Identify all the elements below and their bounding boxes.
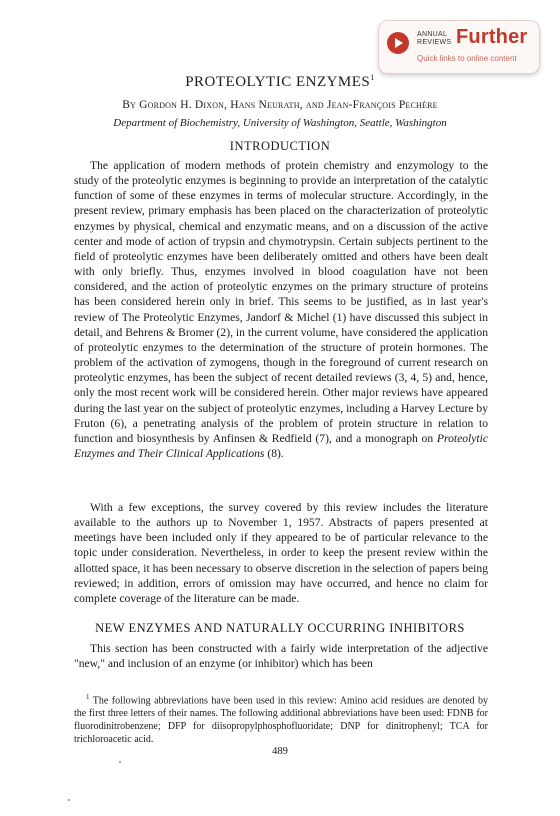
footnote-marker: 1 — [86, 693, 90, 701]
paragraph-introduction-2: With a few exceptions, the survey covered by this review includes the literature available to the authors up to November 1, 1957. Abstracts of papers presented at meetings have been included only if they appeared to be of particular relevance to the topic under consideration. Nevertheless, in order to keep the present review within the allotted space, it has been necessary to observe discretion in the selection of papers being reviewed; in addition, errors of omission may have occurred, and hence no claim for complete coverage of the literature can be made. — [74, 501, 488, 605]
annual-reviews-logo: ANNUAL REVIEWS — [417, 31, 452, 46]
play-icon — [387, 32, 409, 54]
monograph-title: Proteolytic Enzymes and Their Clinical Applications — [74, 431, 488, 460]
further-label: Further — [456, 26, 528, 48]
further-links-banner[interactable] — [378, 20, 540, 74]
article-affiliation: Department of Biochemistry, University of Washington, Seattle, Washington — [113, 117, 447, 129]
scan-speck — [68, 799, 70, 801]
paragraph-introduction-1: The application of modern methods of protein chemistry and enzymology to the study of the proteolytic enzymes is beginning to provide an interpretation of the catalytic function of some of these enzymes in terms of molecular structure. Accordingly, in the present review, primary emphasis has been placed on the characterization of proteolytic enzymes by physical, chemical and enzymatic means, and on a discussion of the active center and mode of action of trypsin and chymotrypsin. Certain subjects pertinent to the field of proteolytic enzymes have been deliberately omitted and others have been dealt with only briefly. Thus, enzymes involved in blood coagulation have not been considered, and the action of proteolytic enzymes on the primary structure of proteins has been considered herein only in brief. This seems to be justified, as in last year's review of The Proteolytic Enzymes, Jandorf & Michel (1) have discussed this subject in detail, and Behrens & Bromer (2), in the current volume, have considered the application of proteolytic enzymes to the determination of the structure of protein hormones. The problem of the activation of zymogens, though in the foreground of current research on proteolytic enzymes, has been the subject of recent detailed reviews (3, 4, 5) and, hence, only the most recent work will be considered herein. Other major reviews have appeared during the last year on the subject of proteolytic enzymes, including a Harvey Lecture by Fruton (6), a penetrating analysis of the problem of protein structure in relation to function and biosynthesis by Anfinsen & Redfield (7), and a monograph on Proteolytic Enzymes and Their Clinical Applications (8). — [74, 159, 488, 460]
article-authors: By Gordon H. Dixon, Hans Neurath, and Jean-François Pechère — [122, 99, 438, 111]
article-title: PROTEOLYTIC ENZYMES$^1$ — [185, 73, 375, 90]
section-heading-introduction: INTRODUCTION — [229, 139, 331, 153]
section-heading-new-enzymes: NEW ENZYMES AND NATURALLY OCCURRING INHIBITORS — [95, 621, 465, 635]
footnote-abbreviations: $^1$ The following abbreviations have been used in this review: Amino acid residues are denoted by the first three letters of their names. The following additional abbreviations have been used: FDNB for fluorodinitrobenzene; DFP for diisopropylphosphofluoridate; DNP for dinitrophenyl; TCA for trichloroacetic acid. — [74, 693, 488, 746]
paragraph-new-enzymes: This section has been constructed with a fairly wide interpretation of the adjective "new," and inclusion of an enzyme (or inhibitor) which has been — [74, 642, 488, 671]
scan-speck — [119, 761, 121, 763]
further-subtitle: Quick links to online content — [417, 54, 517, 63]
page-number: 489 — [272, 746, 288, 757]
title-footnote-marker: 1 — [370, 73, 375, 82]
